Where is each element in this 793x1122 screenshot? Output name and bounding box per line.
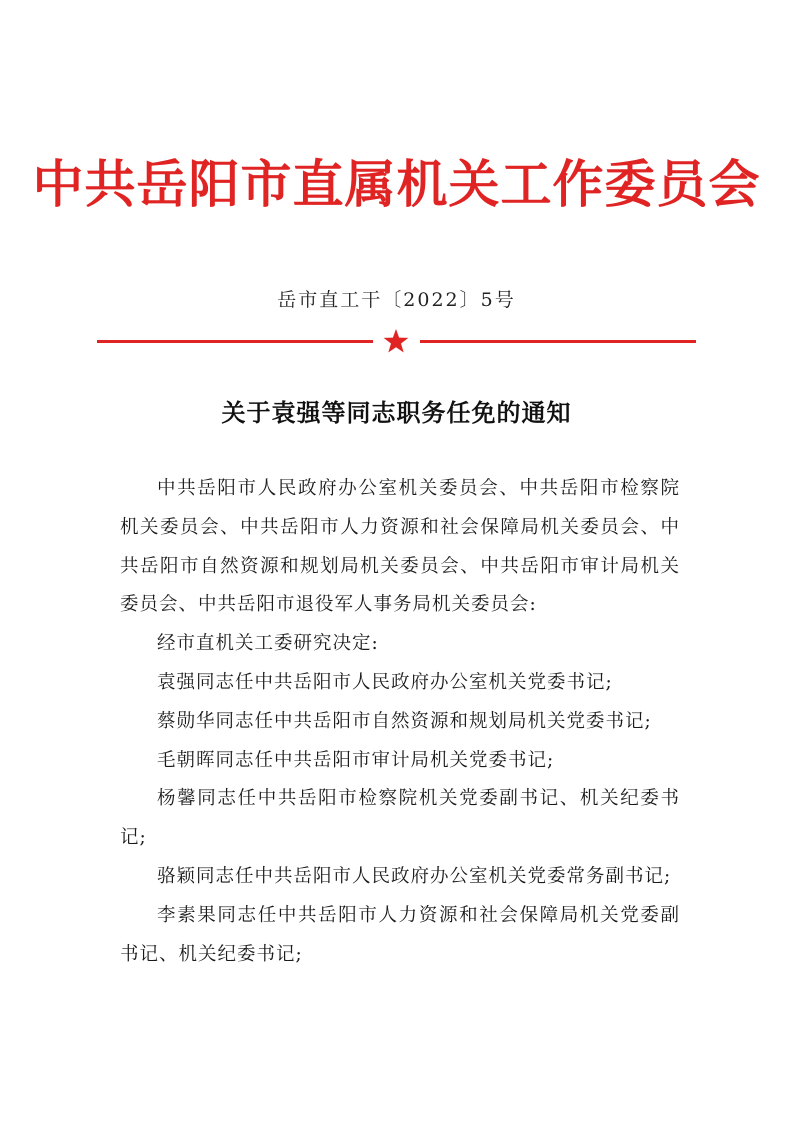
appointment-item: 袁强同志任中共岳阳市人民政府办公室机关党委书记;	[157, 671, 613, 693]
appointment-item: 蔡勋华同志任中共岳阳市自然资源和规划局机关党委书记;	[157, 710, 652, 732]
notice-body	[120, 470, 680, 974]
appointment-item: 毛朝晖同志任中共岳阳市审计局机关党委书记;	[157, 749, 555, 771]
recipients-paragraph: 中共岳阳市人民政府办公室机关委员会、中共岳阳市检察院机关委员会、中共岳阳市人力资源和社会保障局机关委员会、中共岳阳市自然资源和规划局机关委员会、中共岳阳市审计局机关委员会、中共岳阳市退役军人事务局机关委员会:	[120, 478, 680, 616]
appointment-item: 杨馨同志任中共岳阳市检察院机关党委副书记、机关纪委书记;	[120, 788, 680, 849]
divider-line-left	[97, 340, 373, 343]
appointment-item: 骆颖同志任中共岳阳市人民政府办公室机关党委常务副书记;	[157, 865, 672, 887]
notice-title: 关于袁强等同志职务任免的通知	[221, 399, 572, 427]
decision-intro: 经市直机关工委研究决定:	[157, 633, 379, 655]
doc-number: 岳市直工干〔2022〕5号	[277, 289, 516, 311]
org-title: 中共岳阳市直属机关工作委员会	[32, 156, 761, 215]
appointment-item: 李素果同志任中共岳阳市人力资源和社会保障局机关党委副书记、机关纪委书记;	[120, 904, 680, 965]
star-icon	[383, 329, 409, 353]
divider-line-right	[420, 340, 696, 343]
red-divider	[97, 329, 696, 353]
